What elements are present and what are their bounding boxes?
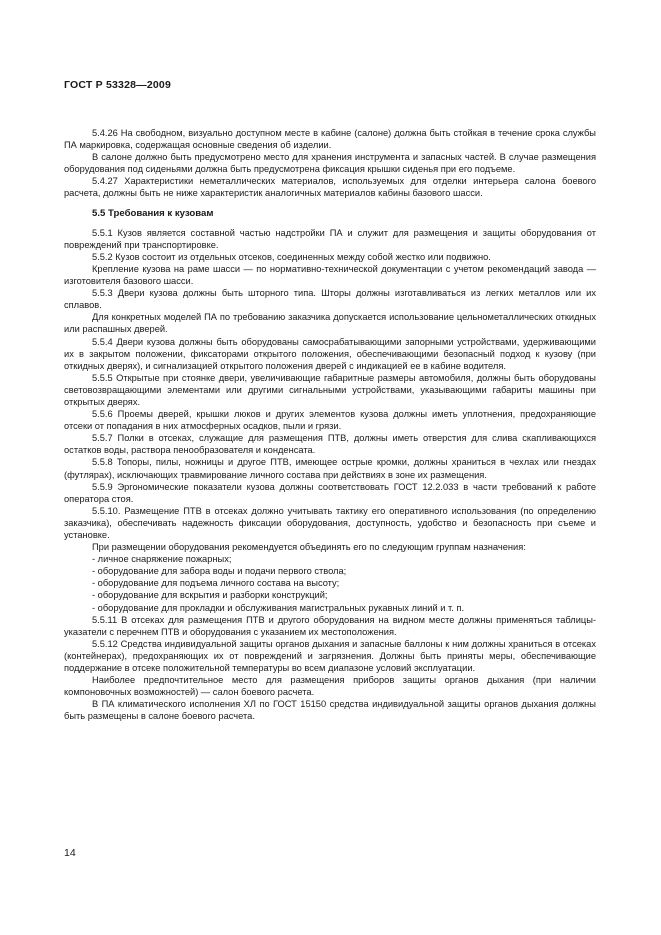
- paragraph: При размещении оборудования рекомендуется объединять его по следующим группам назначения:: [92, 542, 526, 553]
- paragraph: 5.5.12 Средства индивидуальной защиты органов дыхания и запасные баллоны к ним должны храниться в отсеках (контейнерах), предохраняющих их от повреждений и загрязнения. Должны быть приняты меры, обеспечивающие поддержание в отсеке положительной температуры во всем диапазоне условий эксплуатации.: [64, 638, 596, 674]
- paragraph: В ПА климатического исполнения ХЛ по ГОСТ 15150 средства индивидуальной защиты органов дыхания должны быть размещены в салоне боевого расчета.: [64, 699, 596, 722]
- equipment-group-list: [64, 553, 596, 613]
- paragraph: 5.5.1 Кузов является составной частью надстройки ПА и служит для размещения и защиты оборудования от повреждений при транспортировке.: [64, 227, 596, 250]
- list-item: - оборудование для подъема личного состава на высоту;: [92, 578, 340, 589]
- paragraph: В салоне должно быть предусмотрено место для хранения инструмента и запасных частей. В случае размещения оборудования под сиденьями должна быть предусмотрена фиксация крышки сиденья при его подъеме.: [64, 152, 596, 175]
- page-number: 14: [64, 847, 76, 859]
- document-header: ГОСТ Р 53328—2009: [64, 79, 172, 91]
- page-body: [64, 127, 596, 723]
- paragraph: 5.5.3 Двери кузова должны быть шторного типа. Шторы должны изготавливаться из легких металлов или их сплавов.: [64, 288, 596, 311]
- section-heading: 5.5 Требования к кузовам: [92, 207, 214, 219]
- list-item: - оборудование для забора воды и подачи первого ствола;: [92, 566, 347, 577]
- paragraph: 5.5.9 Эргономические показатели кузова должны соответствовать ГОСТ 12.2.033 в части требований к работе оператора стоя.: [64, 481, 596, 504]
- paragraph: 5.5.6 Проемы дверей, крышки люков и других элементов кузова должны иметь уплотнения, предохраняющие отсеки от попадания в них атмосферных осадков, пыли и грязи.: [64, 409, 596, 432]
- list-item: - оборудование для вскрытия и разборки конструкций;: [92, 590, 328, 601]
- paragraph: 5.5.5 Открытые при стоянке двери, увеличивающие габаритные размеры автомобиля, должны быть оборудованы световозвращающими элементами или другими сигнальными устройствами, указывающими габариты машины при открытых дверях.: [64, 372, 596, 407]
- paragraph: Крепление кузова на раме шасси — по нормативно-технической документации с учетом рекомендаций завода — изготовителя базового шасси.: [64, 263, 596, 287]
- paragraph: 5.5.4 Двери кузова должны быть оборудованы самосрабатывающими запорными устройствами, удерживающими их в закрытом положении, фиксаторами открытого положения, обеспечивающими безопасный подход к кузову (при откидных дверях), и сигнализацией открытого положения дверей с индикацией ее в кабине водителя.: [64, 336, 596, 371]
- list-item: - личное снаряжение пожарных;: [92, 554, 232, 565]
- paragraph: 5.5.8 Топоры, пилы, ножницы и другое ПТВ, имеющее острые кромки, должны храниться в чехлах или гнездах (футлярах), исключающих травмирование личного состава при действиях в зоне их размещения.: [64, 457, 596, 480]
- paragraph: 5.5.10. Размещение ПТВ в отсеках должно учитывать тактику его оперативного использования (по определению заказчика), обеспечивать надежность фиксации оборудования, доступность, удобство и безопасность при съеме и установке.: [64, 505, 596, 540]
- paragraph: 5.4.27 Характеристики неметаллических материалов, используемых для отделки интерьера салона боевого расчета, должны быть не ниже характеристик аналогичных материалов кабины базового шасси.: [64, 176, 596, 199]
- paragraph: Наиболее предпочтительное место для размещения приборов защиты органов дыхания (при наличии компоновочных возможностей) — салон боевого расчета.: [64, 675, 596, 698]
- paragraph: 5.5.2 Кузов состоит из отдельных отсеков, соединенных между собой жестко или подвижно.: [92, 251, 491, 262]
- paragraph: 5.5.11 В отсеках для размещения ПТВ и другого оборудования на видном месте должны применяться таблицы-указатели с перечнем ПТВ и оборудования с указанием их местоположения.: [64, 614, 596, 637]
- paragraph: Для конкретных моделей ПА по требованию заказчика допускается использование цельнометаллических откидных или распашных дверей.: [64, 312, 596, 335]
- paragraph: 5.5.7 Полки в отсеках, служащие для размещения ПТВ, должны иметь отверстия для слива скапливающихся остатков воды, раствора пенообразователя и конденсата.: [64, 433, 596, 456]
- paragraph: 5.4.26 На свободном, визуально доступном месте в кабине (салоне) должна быть стойкая в течение срока службы ПА маркировка, содержащая основные сведения об изделии.: [64, 128, 596, 151]
- list-item: - оборудование для прокладки и обслуживания магистральных рукавных линий и т. п.: [92, 602, 465, 613]
